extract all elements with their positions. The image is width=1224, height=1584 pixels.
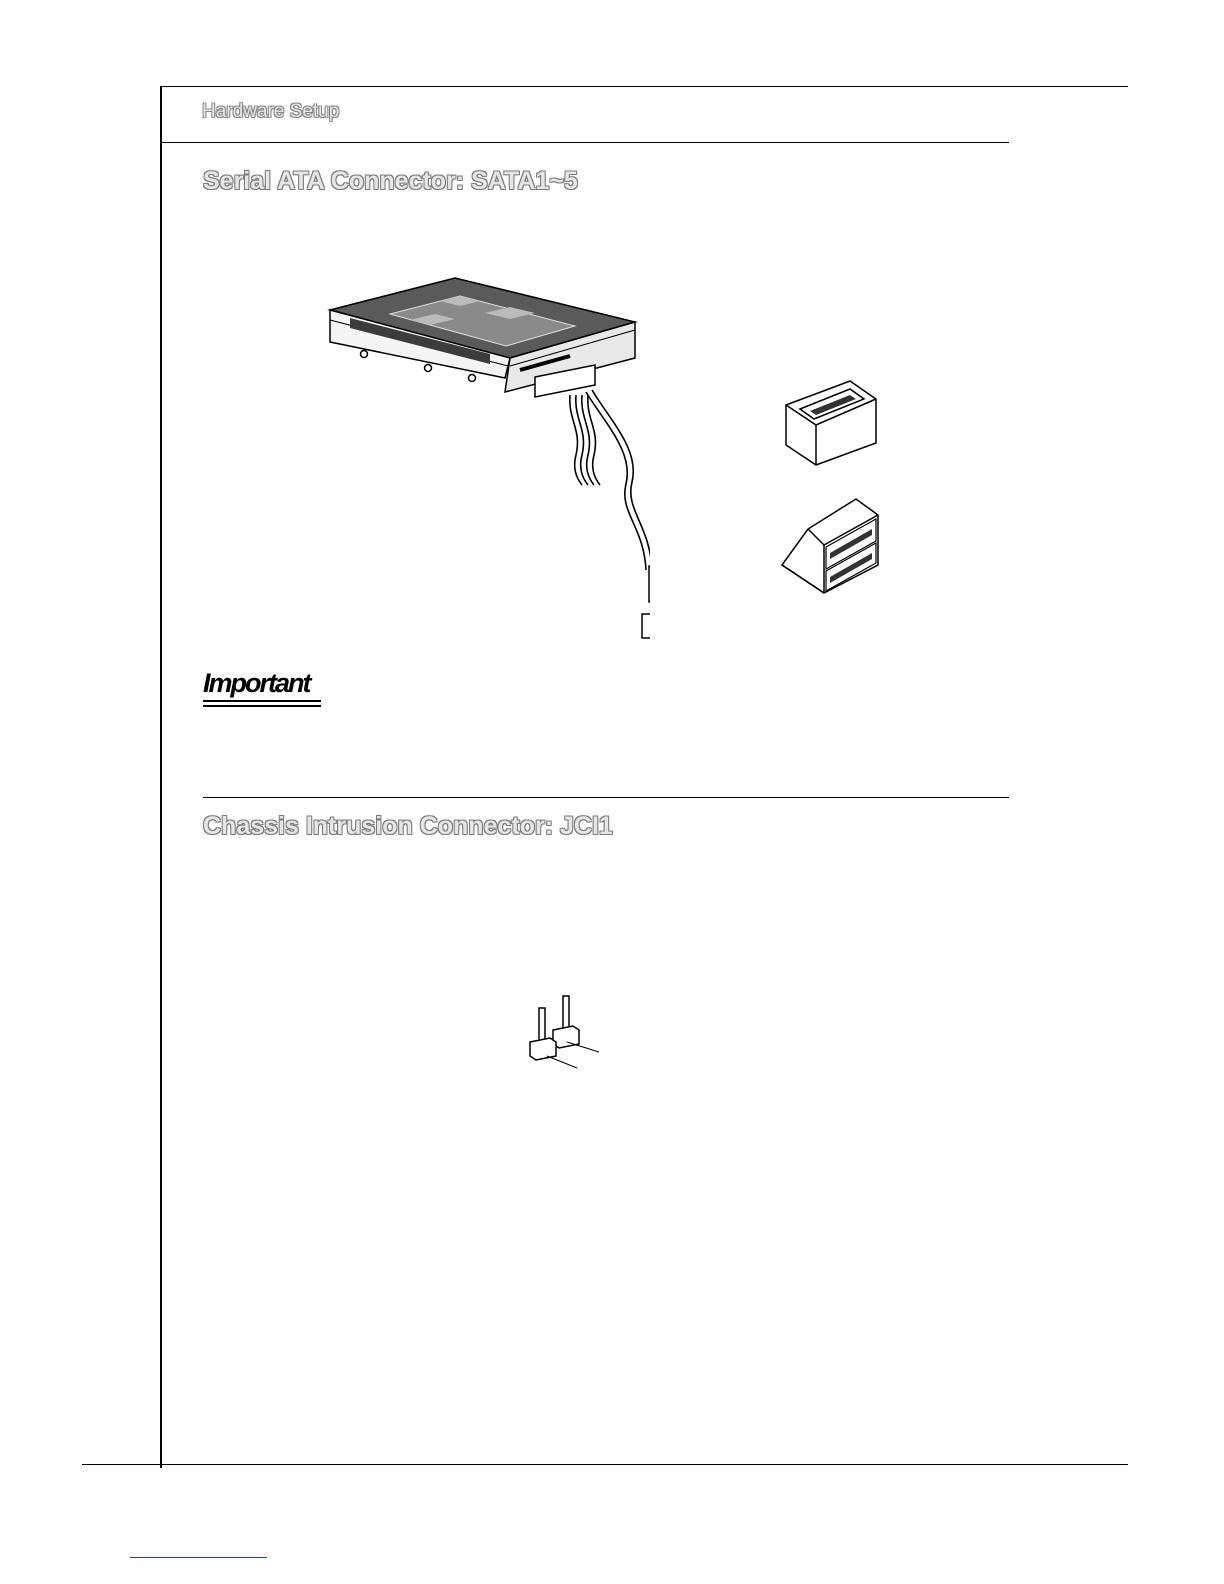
section-divider — [203, 797, 1009, 798]
section-title-jci: Chassis Intrusion Connector: JCI1 — [203, 812, 613, 840]
left-margin-rule — [160, 86, 162, 1468]
section-title-sata: Serial ATA Connector: SATA1~5 — [203, 167, 578, 195]
header-rule — [160, 142, 1009, 143]
footer-link-underline — [130, 1557, 267, 1558]
sata-hard-drive-illustration — [320, 270, 650, 650]
important-note-heading — [203, 668, 310, 699]
footer-rule — [82, 1464, 1128, 1465]
important-underline-top — [203, 700, 321, 702]
running-header: Hardware Setup — [202, 101, 340, 122]
top-rule — [160, 86, 1128, 87]
important-underline-bottom — [203, 705, 321, 707]
important-label: Important — [203, 668, 310, 698]
jci1-pin-header-illustration — [525, 990, 605, 1075]
sata-port-stacked-illustration — [778, 495, 883, 595]
sata-port-single-illustration — [780, 375, 880, 470]
